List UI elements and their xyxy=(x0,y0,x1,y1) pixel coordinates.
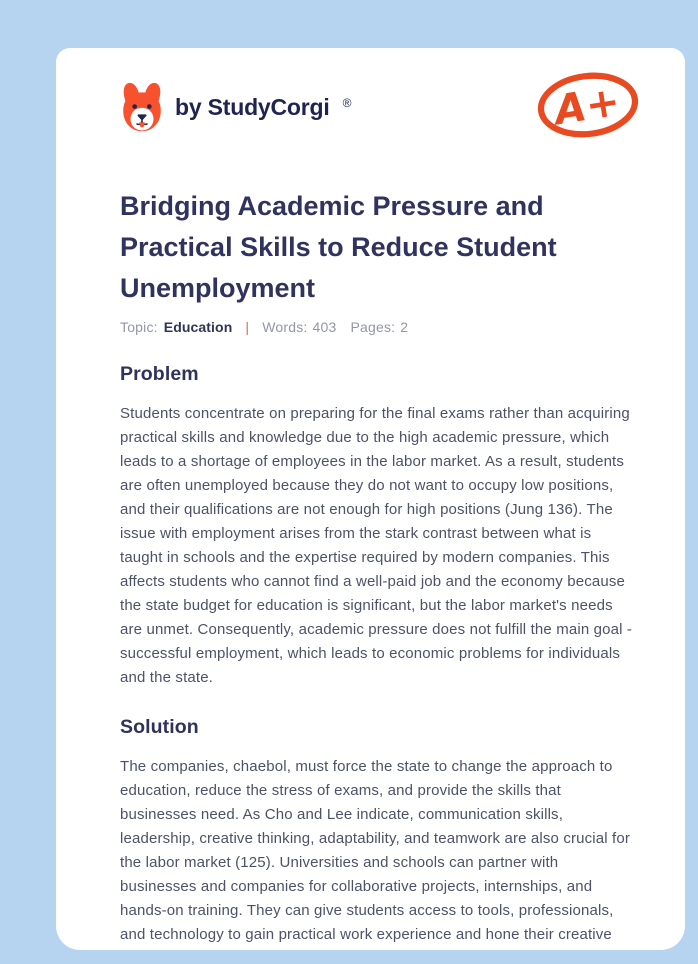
brand xyxy=(120,80,352,134)
meta-topic-label: Topic: xyxy=(120,319,158,335)
section-heading-solution: Solution xyxy=(120,716,199,738)
section-heading-problem: Problem xyxy=(120,363,199,385)
section-body-solution: The companies, chaebol, must force the state to change the approach to education, reduce the stress of exams, and provide the skills that businesses need. As Cho and Lee indicate, communication skills, leadership, creative thinking, adaptability, and teamwork are also crucial for the labor market (125). Universities and schools can partner with businesses and companies for collaborative projects, internships, and hands-on training. They can give students access to tools, professionals, and technology to gain practical work experience and hone their creative xyxy=(120,758,631,943)
meta-separator: | xyxy=(245,319,250,335)
meta-words-label: Words: xyxy=(262,319,308,335)
header xyxy=(120,76,635,138)
section-problem xyxy=(120,363,635,690)
meta-row xyxy=(120,319,635,335)
grade-a-plus-icon xyxy=(535,70,641,145)
meta-pages-value: 2 xyxy=(400,319,409,335)
grade-text: A+ xyxy=(551,76,624,134)
meta-words-value: 403 xyxy=(312,319,337,335)
registered-mark: ® xyxy=(342,96,352,110)
corgi-logo-icon xyxy=(120,80,164,134)
section-solution xyxy=(120,716,635,947)
brand-name: by StudyCorgi xyxy=(175,93,330,120)
page-title: Bridging Academic Pressure and Practical Skills to Reduce Student Unemployment xyxy=(120,191,557,303)
document-card xyxy=(56,48,685,950)
meta-pages-label: Pages: xyxy=(350,319,396,335)
section-body-problem: Students concentrate on preparing for the final exams rather than acquiring practical skills and knowledge due to the high academic pressure, which leads to a shortage of employees in the labor market. As a result, students are often unemployed because they do not want to occupy low positions, and their qualifications are not enough for high positions (Jung 136). The issue with employment arises from the stark contrast between what is taught in schools and the expertise required by modern companies. This affects students who cannot find a well-paid job and the economy because the state budget for education is significant, but the labor market's needs are unmet. Consequently, academic pressure does not fulfill the main goal - successful employment, which leads to economic problems for individuals and the state. xyxy=(120,405,633,686)
topic-link[interactable]: Education xyxy=(163,319,233,335)
